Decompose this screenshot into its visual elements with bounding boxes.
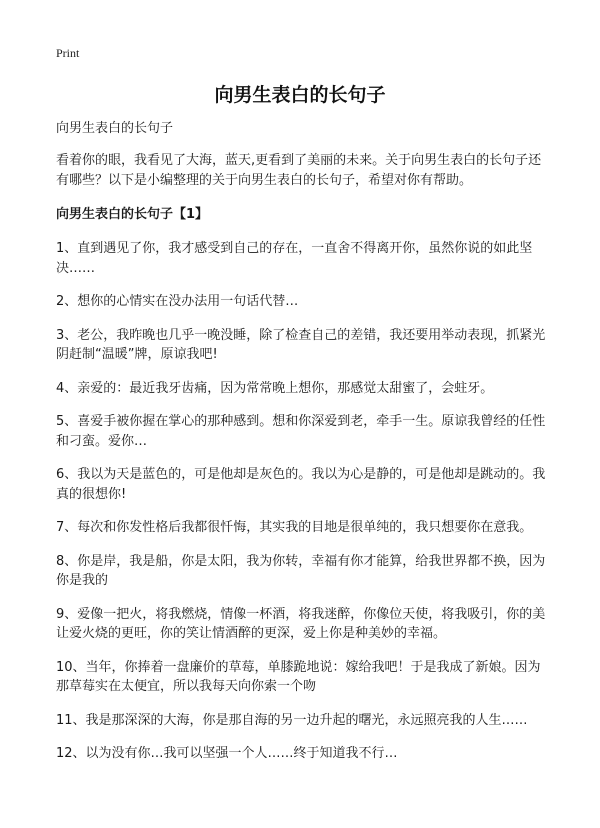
section-heading: 向男生表白的长句子【1】 (56, 207, 209, 222)
list-item: 10、当年，你捧着一盘廉价的草莓，单膝跪地说：嫁给我吧！于是我成了新娘。因为那草莓实在太便宜，所以我每天向你索一个吻 (56, 659, 541, 694)
list-item: 6、我以为天是蓝色的，可是他却是灰色的。我以为心是静的，可是他却是跳动的。我真的很想你! (56, 467, 546, 502)
sentence-list (56, 239, 546, 764)
document-title: 向男生表白的长句子 (214, 84, 386, 106)
list-item: 12、以为没有你…我可以坚强一个人……终于知道我不行… (56, 746, 398, 761)
article-subtitle: 向男生表白的长句子 (56, 121, 174, 136)
list-item: 11、我是那深深的大海，你是那自海的另一边升起的曙光，永远照亮我的人生…… (56, 712, 528, 728)
list-item: 2、想你的心情实在没办法用一句话代替… (56, 294, 299, 309)
list-item: 4、亲爱的：最近我牙齿痛，因为常常晚上想你，那感觉太甜蜜了，会蛀牙。 (56, 380, 494, 396)
article-intro: 看着你的眼，我看见了大海，蓝天,更看到了美丽的未来。关于向男生表白的长句子还有哪些？以下是小编整理的关于向男生表白的长句子，希望对你有帮助。 (56, 153, 542, 188)
list-item: 9、爱像一把火，将我燃烧，情像一杯酒，将我迷醉，你像位天使，将我吸引，你的美让爱火烧的更旺，你的笑让情酒醉的更深，爱上你是种美妙的幸福。 (56, 606, 546, 641)
list-item: 8、你是岸，我是船，你是太阳，我为你转，幸福有你才能算，给我世界都不换，因为你是我的 (56, 553, 546, 588)
article-body (56, 119, 546, 778)
list-item: 5、喜爱手被你握在掌心的那种感到。想和你深爱到老，牵手一生。原谅我曾经的任性和刁蛮。爱你… (56, 414, 546, 449)
print-label: Print (56, 46, 80, 60)
list-item: 7、每次和你发性格后我都很忏悔，其实我的目地是很单纯的，我只想要你在意我。 (56, 520, 533, 535)
list-item: 1、直到遇见了你，我才感受到自己的存在，一直舍不得离开你，虽然你说的如此坚决…… (56, 241, 533, 276)
list-item: 3、老公，我昨晚也几乎一晚没睡，除了检查自己的差错，我还要用举动表现，抓紧光阴赶制“温暖”牌，原谅我吧! (56, 327, 546, 362)
